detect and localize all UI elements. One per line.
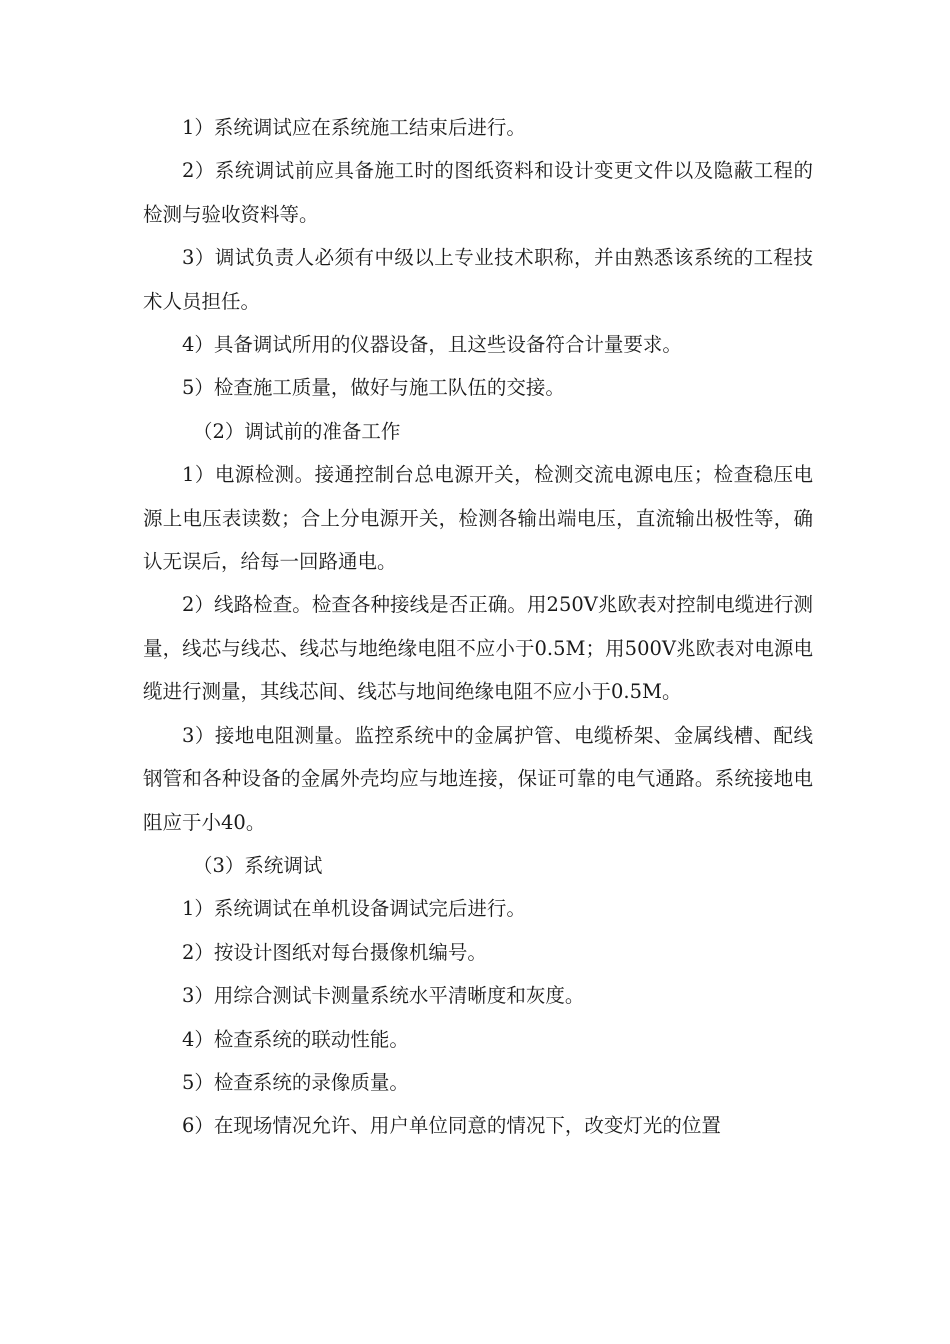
paragraph-debug-6: 6）在现场情况允许、用户单位同意的情况下，改变灯光的位置 xyxy=(182,1114,721,1138)
paragraph-debug-5: 5）检查系统的录像质量。 xyxy=(182,1070,409,1094)
paragraph-power-check: 1）电源检测。接通控制台总电源开关，检测交流电源电压；检查稳压电源上电压表读数；合上分电源开关，检测各输出端电压，直流输出极性等，确认无误后，给每一回路通电。 xyxy=(143,463,813,574)
paragraph-debug-3: 3）用综合测试卡测量系统水平清晰度和灰度。 xyxy=(182,984,585,1008)
paragraph-5: 5）检查施工质量，做好与施工队伍的交接。 xyxy=(182,376,565,400)
paragraph-2: 2）系统调试前应具备施工时的图纸资料和设计变更文件以及隐蔽工程的检测与验收资料等。 xyxy=(143,159,813,226)
section-heading-system-debug: （3）系统调试 xyxy=(193,853,323,877)
section-heading-preparation: （2）调试前的准备工作 xyxy=(193,419,401,443)
paragraph-line-check: 2）线路检查。检查各种接线是否正确。用250V兆欧表对控制电缆进行测量，线芯与线芯、线芯与地绝缘电阻不应小于0.5M；用500V兆欧表对电源电缆进行测量，其线芯间、线芯与地间绝缘电阻不应小于0.5M。 xyxy=(143,593,813,704)
paragraph-debug-1: 1）系统调试在单机设备调试完后进行。 xyxy=(182,897,526,921)
paragraph-debug-2: 2）按设计图纸对每台摄像机编号。 xyxy=(182,940,487,964)
document-body xyxy=(143,106,813,1148)
paragraph-3: 3）调试负责人必须有中级以上专业技术职称，并由熟悉该系统的工程技术人员担任。 xyxy=(143,246,813,313)
paragraph-1: 1）系统调试应在系统施工结束后进行。 xyxy=(182,116,526,139)
paragraph-debug-4: 4）检查系统的联动性能。 xyxy=(182,1027,409,1051)
paragraph-grounding: 3）接地电阻测量。监控系统中的金属护管、电缆桥架、金属线槽、配线钢管和各种设备的金属外壳均应与地连接，保证可靠的电气通路。系统接地电阻应于小40。 xyxy=(143,723,813,834)
paragraph-4: 4）具备调试所用的仪器设备，且这些设备符合计量要求。 xyxy=(182,333,682,357)
